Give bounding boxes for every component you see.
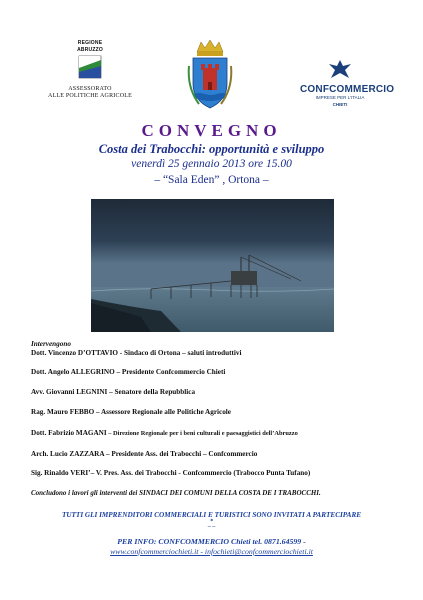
- program-heading: Intervengono: [31, 340, 71, 348]
- speaker-name: Avv. Giovanni LEGNINI: [31, 388, 108, 396]
- closing-note: Concludono i lavori gli interventi dei SINDACI DEI COMUNI DELLA COSTA DE I TRABOCCHI.: [31, 489, 321, 497]
- invite-asterisk: *: [210, 519, 213, 525]
- confcommercio-tagline: IMPRESE PER L'ITALIA: [315, 95, 365, 100]
- contact-links[interactable]: [0, 547, 423, 556]
- regione-label: REGIONE: [77, 40, 103, 46]
- invite-dash: – –: [207, 524, 216, 530]
- invite-text: TUTTI GLI IMPRENDITORI COMMERCIALI E TURISTICI SONO INVITATI A PARTECIPARE: [61, 511, 362, 519]
- trabocco-photo: [91, 199, 334, 332]
- list-item: [31, 429, 298, 437]
- politiche-agricole-caption: ALLE POLITICHE AGRICOLE: [48, 93, 132, 99]
- speaker-role: – Direzione Regionale per i beni culturali e paesaggistici dell’Abruzzo: [106, 430, 298, 437]
- event-title: CONVEGNO: [141, 121, 282, 140]
- info-line: PER INFO: CONFCOMMERCIO Chieti tel. 0871.64599 -: [117, 537, 306, 546]
- list-item: [31, 469, 310, 477]
- regione-abruzzo-logo: [48, 40, 132, 116]
- contact-links-text[interactable]: www.confcommerciochieti.it - infochieti@confcommerciochieti.it: [110, 547, 313, 556]
- ortona-coat-of-arms-icon: [187, 38, 233, 114]
- speaker-role: – Presidente Confcommercio Chieti: [114, 368, 226, 376]
- event-venue: – “Sala Eden” , Ortona –: [154, 174, 269, 186]
- confcommercio-logo: [300, 58, 395, 118]
- speaker-name: Dott. Vincenzo D’OTTAVIO: [31, 349, 118, 357]
- list-item: [31, 349, 241, 357]
- event-subtitle: Costa dei Trabocchi: opportunità e sviluppo: [98, 142, 325, 156]
- speaker-name: Rag. Mauro FEBBO: [31, 408, 95, 416]
- confcommercio-city: CHIETI: [332, 102, 348, 107]
- speaker-role: - Sindaco di Ortona – saluti introduttivi: [117, 349, 242, 357]
- list-item: [31, 450, 257, 458]
- confcommercio-name: CONFCOMMERCIO: [300, 84, 395, 95]
- speaker-name: Dott. Angelo ALLEGRINO: [31, 368, 115, 376]
- speaker-role: – Senatore della Repubblica: [107, 388, 196, 396]
- list-item: [31, 368, 225, 376]
- speaker-name: Arch. Lucio ZAZZARA: [31, 450, 105, 458]
- event-date: venerdì 25 gennaio 2013 ore 15.00: [131, 158, 292, 170]
- speaker-name: Dott. Fabrizio MAGANI: [31, 429, 107, 437]
- confcommercio-eagle-icon: [327, 58, 353, 82]
- speaker-role: – V. Pres. Ass. dei Trabocchi - Confcommercio (Trabocco Punta Tufano): [90, 469, 311, 477]
- speaker-role: – Presidente Ass. dei Trabocchi – Confcommercio: [104, 450, 258, 458]
- regione-emblem-icon: [60, 54, 120, 80]
- list-item: [31, 408, 231, 416]
- list-item: [31, 388, 195, 396]
- abruzzo-label: ABRUZZO: [77, 47, 103, 53]
- speaker-name: Sig. Rinaldo VERI’: [31, 469, 91, 477]
- speaker-role: – Assessore Regionale alle Politiche Agricole: [94, 408, 231, 416]
- assessorato-caption: ASSESSORATO: [68, 86, 112, 92]
